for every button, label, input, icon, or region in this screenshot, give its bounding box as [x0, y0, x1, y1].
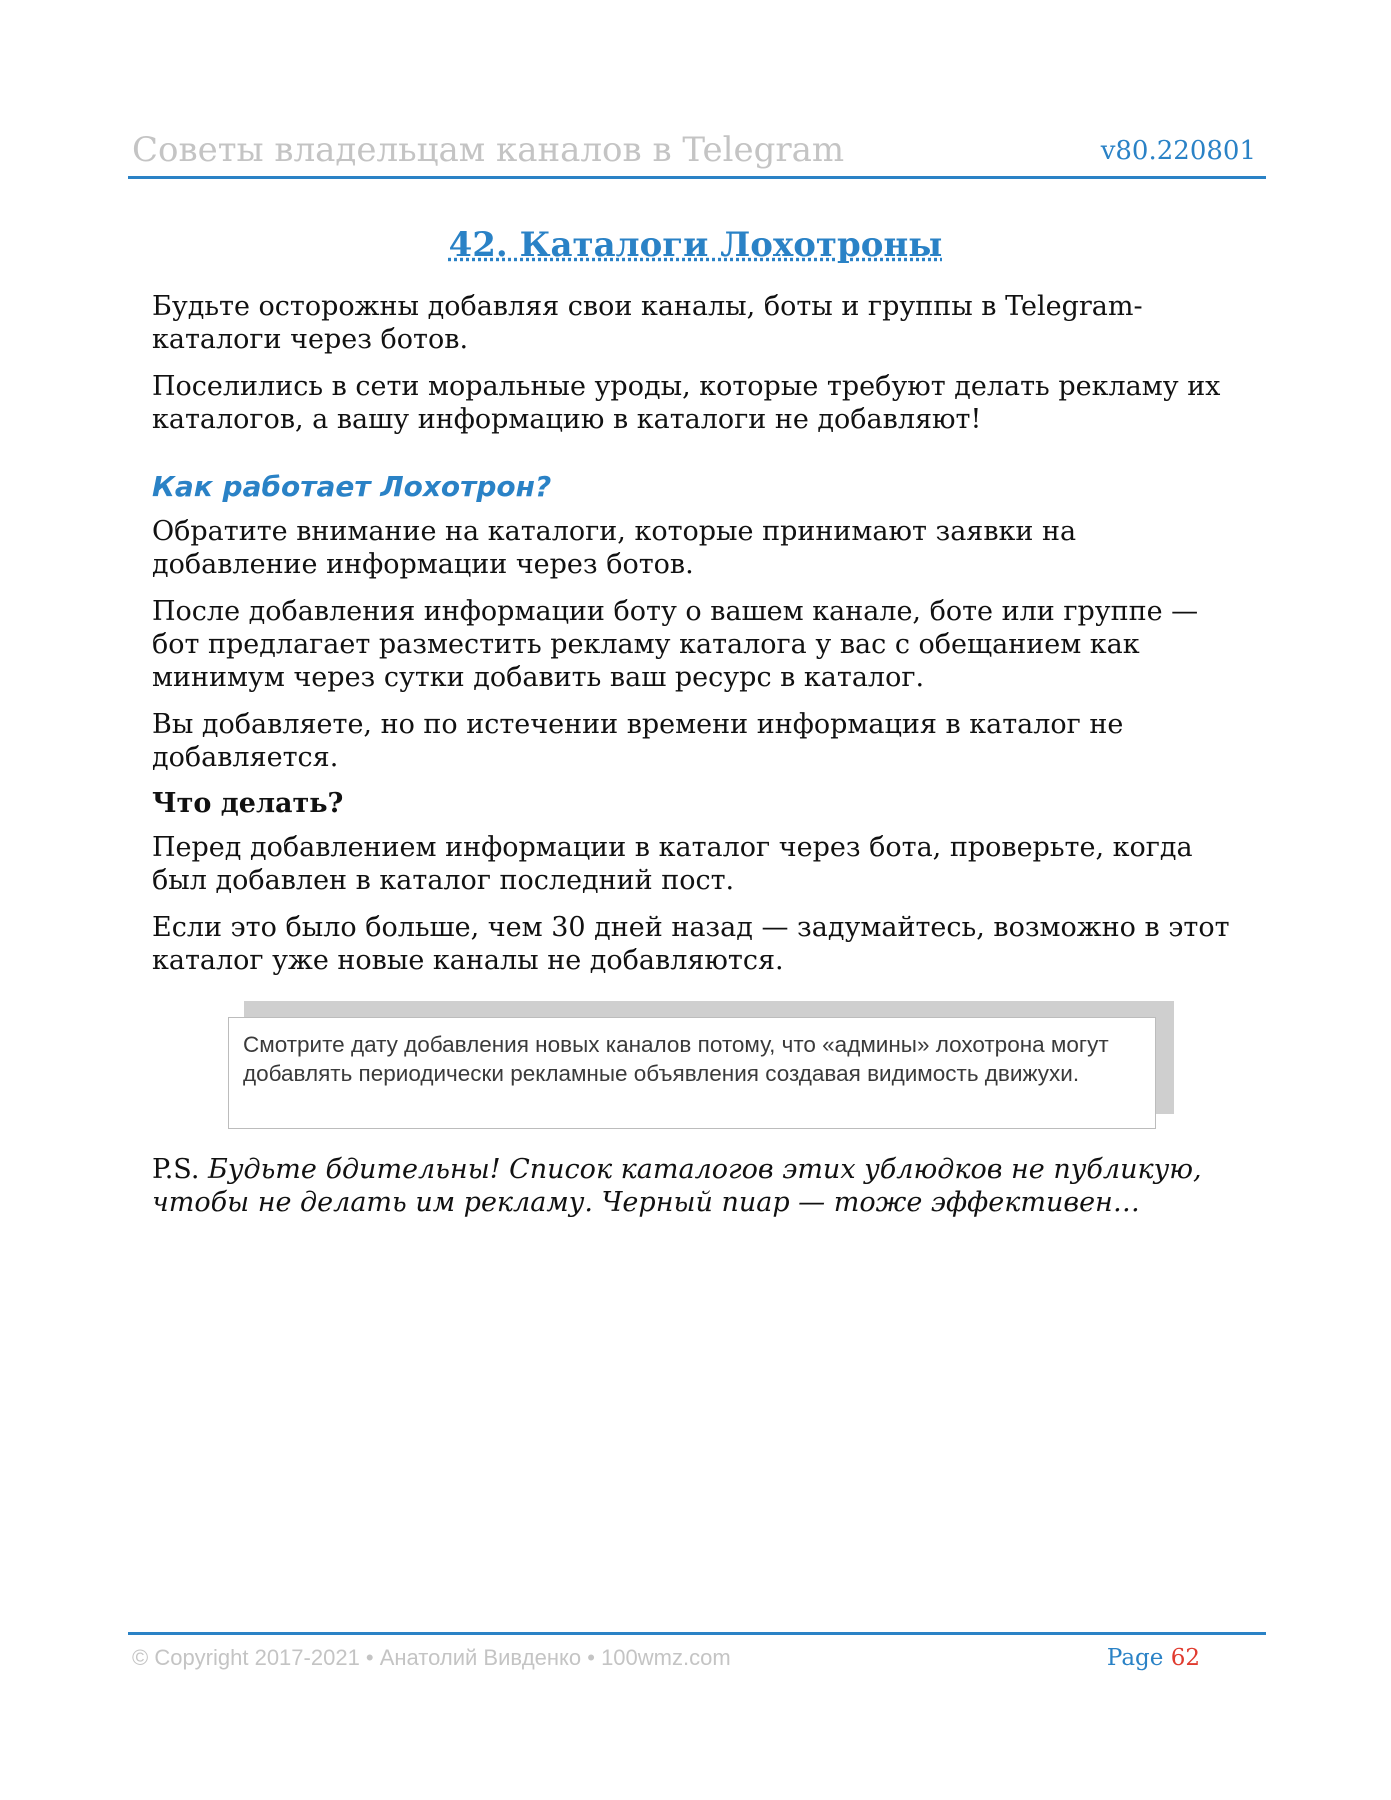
- intro-paragraph: Поселились в сети моральные уроды, которые требуют делать рекламу их каталогов, а вашу информацию в каталоги не добавляют!: [152, 371, 1221, 435]
- postscript-text: Будьте бдительны! Список каталогов этих ублюдков не публикую, чтобы не делать им рекламу. Черный пиар — тоже эффективен…: [152, 1154, 1202, 1218]
- page-number: 62: [1170, 1645, 1200, 1671]
- copyright-text: © Copyright 2017-2021 • Анатолий Вивденко • 100wmz.com: [132, 1645, 731, 1670]
- postscript: [152, 1153, 1242, 1219]
- postscript-prefix: P.S.: [152, 1154, 208, 1185]
- version-label: v80.220801: [1100, 136, 1256, 166]
- section-paragraph: Вы добавляете, но по истечении времени информация в каталог не добавляется.: [152, 709, 1124, 773]
- document-title: Советы владельцам каналов в Telegram: [132, 130, 845, 170]
- section-paragraph: Обратите внимание на каталоги, которые принимают заявки на добавление информации через ботов.: [152, 516, 1077, 580]
- page-header: [128, 126, 1266, 179]
- page-content: [152, 290, 1242, 1233]
- page-label: Page: [1106, 1645, 1164, 1671]
- callout-text: Смотрите дату добавления новых каналов потому, что «админы» лохотрона могут добавлять периодически рекламные объявления создавая видимость движухи.: [228, 1017, 1156, 1129]
- section-paragraph: Если это было больше, чем 30 дней назад — задумайтесь, возможно в этот каталог уже новые каналы не добавляются.: [152, 912, 1230, 976]
- intro-paragraph: Будьте осторожны добавляя свои каналы, боты и группы в Telegram-каталоги через ботов.: [152, 291, 1143, 355]
- section-paragraph: Перед добавлением информации в каталог через бота, проверьте, когда был добавлен в каталог последний пост.: [152, 832, 1193, 896]
- section-heading-what-to-do: Что делать?: [152, 788, 344, 819]
- callout-box: [228, 1001, 1158, 1131]
- page-footer: [128, 1632, 1266, 1675]
- section-heading-how-it-works: Как работает Лохотрон?: [152, 470, 552, 503]
- chapter-title[interactable]: 42. Каталоги Лохотроны: [448, 225, 943, 265]
- section-paragraph: После добавления информации боту о вашем канале, боте или группе — бот предлагает разместить рекламу каталога у вас с обещанием как минимум через сутки добавить ваш ресурс в каталог.: [152, 596, 1199, 693]
- page-indicator: [1107, 1645, 1200, 1671]
